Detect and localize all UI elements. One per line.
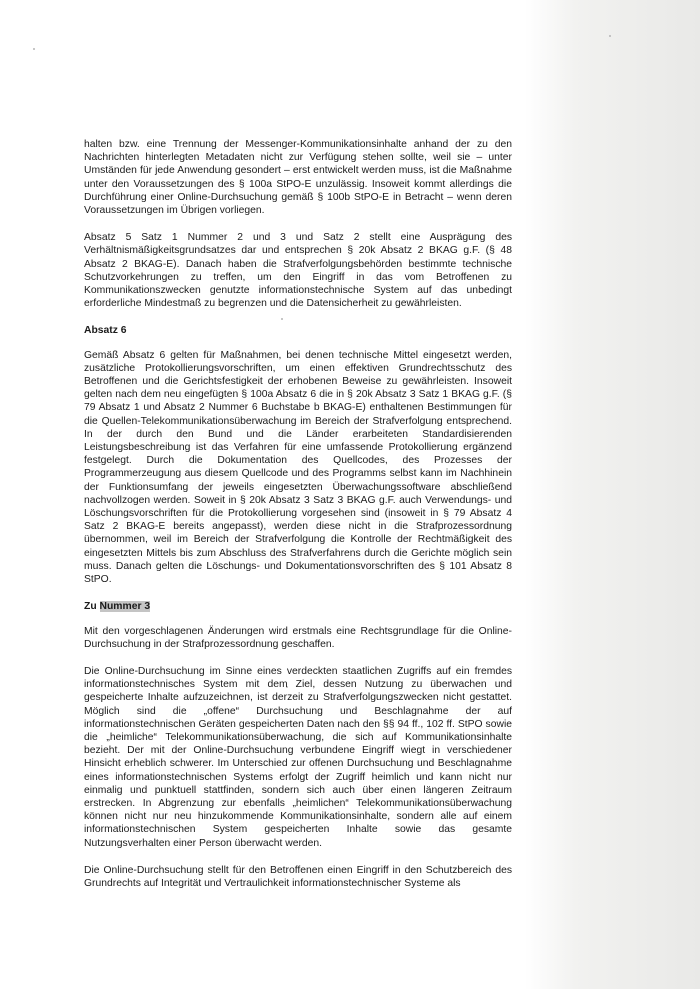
paragraph-3: Gemäß Absatz 6 gelten für Maßnahmen, bei denen technische Mittel eingesetzt werden, zusätzliche Protokollierungsvorschriften, um einen effektiven Grundrechtsschutz des Betroffenen und die Gerichtsfestigkeit der erhobenen Beweise zu gewährleisten. Insoweit gelten nach dem neu eingefügten § 100a Absatz 6 die in § 20k Absatz 3 Satz 1 BKAG g.F. (§ 79 Absatz 1 und Absatz 2 Nummer 6 Buchstabe b BKAG-E) enthaltenen Bestimmungen für die Quellen-Telekommunikationsüberwachung im Bereich der Strafverfolgung entsprechend. In der durch den Bund und die Länder erarbeiteten Standardisierenden Leistungsbeschreibung ist das Verfahren für eine umfassende Protokollierung ergänzend festgelegt. Durch die Dokumentation des Quellcodes, des Prozesses der Programmerzeugung aus diesem Quellcode und des Programms selbst kann im Nachhinein der Funktionsumfang der jeweils eingesetzten Überwachungssoftware abschließend nachvollzogen werden. Soweit in § 20k Absatz 3 Satz 3 BKAG g.F. auch Verwendungs- und Löschungsvorschriften für die Protokollierung vorgesehen sind (insoweit in § 79 Absatz 4 Satz 2 BKAG-E bereits angepasst), werden diese nicht in die Strafprozessordnung übernommen, weil im Bereich der Strafverfolgung die Kontrolle der Rechtmäßigkeit des eingesetzten Mittels bis zum Abschluss des Strafverfahrens durch die Gerichte möglich sein muss. Danach gelten die Löschungs- und Dokumentationsvorschriften des § 101 Absatz 8 StPO. [84, 349, 512, 586]
paragraph-6: Die Online-Durchsuchung stellt für den Betroffenen einen Eingriff in den Schutzbereich des Grundrechts auf Integrität und Vertraulichkeit informationstechnischer Systeme als [84, 864, 512, 889]
scan-speck [33, 48, 35, 50]
heading-absatz-6: Absatz 6 [84, 325, 127, 337]
paragraph-5: Die Online-Durchsuchung im Sinne eines verdeckten staatlichen Zugriffs auf ein fremdes informationstechnisches System mit dem Ziel, dessen Nutzung zu überwachen und gespeicherte Inhalte aufzuzeichnen, ist derzeit zu Strafverfolgungszwecken nicht gestattet. Möglich sind die „offene“ Durchsuchung und Beschlagnahme der auf informationstechnischen Geräten gespeicherten Daten nach den §§ 94 ff., 102 ff. StPO sowie die „heimliche“ Telekommunikationsüberwachung, die sich auf Kommunikationsinhalte bezieht. Der mit der Online-Durchsuchung verbundene Eingriff wiegt in verschiedener Hinsicht erheblich schwerer. Im Unterschied zur offenen Durchsuchung und Beschlagnahme eines informationstechnischen Systems erfolgt der Zugriff heimlich und kann nicht nur einmalig und punktuell stattfinden, sondern sich auch über einen längeren Zeitraum erstrecken. In Abgrenzung zur ebenfalls „heimlichen“ Telekommunikationsüberwachung können nicht nur neu hinzukommende Kommunikationsinhalte, sondern alle auf einem informationstechnischen System gespeicherten Inhalte sowie das gesamte Nutzungsverhalten einer Person überwacht werden. [84, 665, 512, 849]
scan-shading [525, 0, 700, 989]
paragraph-4: Mit den vorgeschlagenen Änderungen wird erstmals eine Rechtsgrundlage für die Online-Durchsuchung in der Strafprozessordnung geschaffen. [84, 625, 512, 650]
scan-speck [609, 35, 611, 37]
heading-zu-nummer-3 [84, 600, 512, 613]
paragraph-2: Absatz 5 Satz 1 Nummer 2 und 3 und Satz 2 stellt eine Ausprägung des Verhältnismäßigkeitsgrundsatzes dar und entsprechen § 20k Absatz 2 BKAG g.F. (§ 48 Absatz 2 BKAG-E). Danach haben die Strafverfolgungsbehörden bestimmte technische Schutzvorkehrungen zu treffen, um den Eingriff in das vom Betroffenen zu Kommunikationszwecken genutzte informationstechnische System auf das unbedingt erforderliche Mindestmaß zu begrenzen und die Datensicherheit zu gewährleisten. [84, 232, 512, 310]
heading-prefix: Zu [84, 601, 100, 613]
document-page [84, 138, 512, 904]
paragraph-1: halten bzw. eine Trennung der Messenger-Kommunikationsinhalte anhand der zu den Nachrichten hinterlegten Metadaten nicht zur Verfügung stehen sollte, weil sie – unter Umständen für jede Anwendung gesondert – erst entwickelt werden muss, ist die Maßnahme unter den Voraussetzungen des § 100a StPO-E unzulässig. Insoweit kommt allerdings die Durchführung einer Online-Durchsuchung gemäß § 100b StPO-E in Betracht – wenn deren Voraussetzungen im Übrigen vorliegen. [84, 139, 512, 217]
highlighted-nummer-3: Nummer 3 [99, 601, 151, 613]
